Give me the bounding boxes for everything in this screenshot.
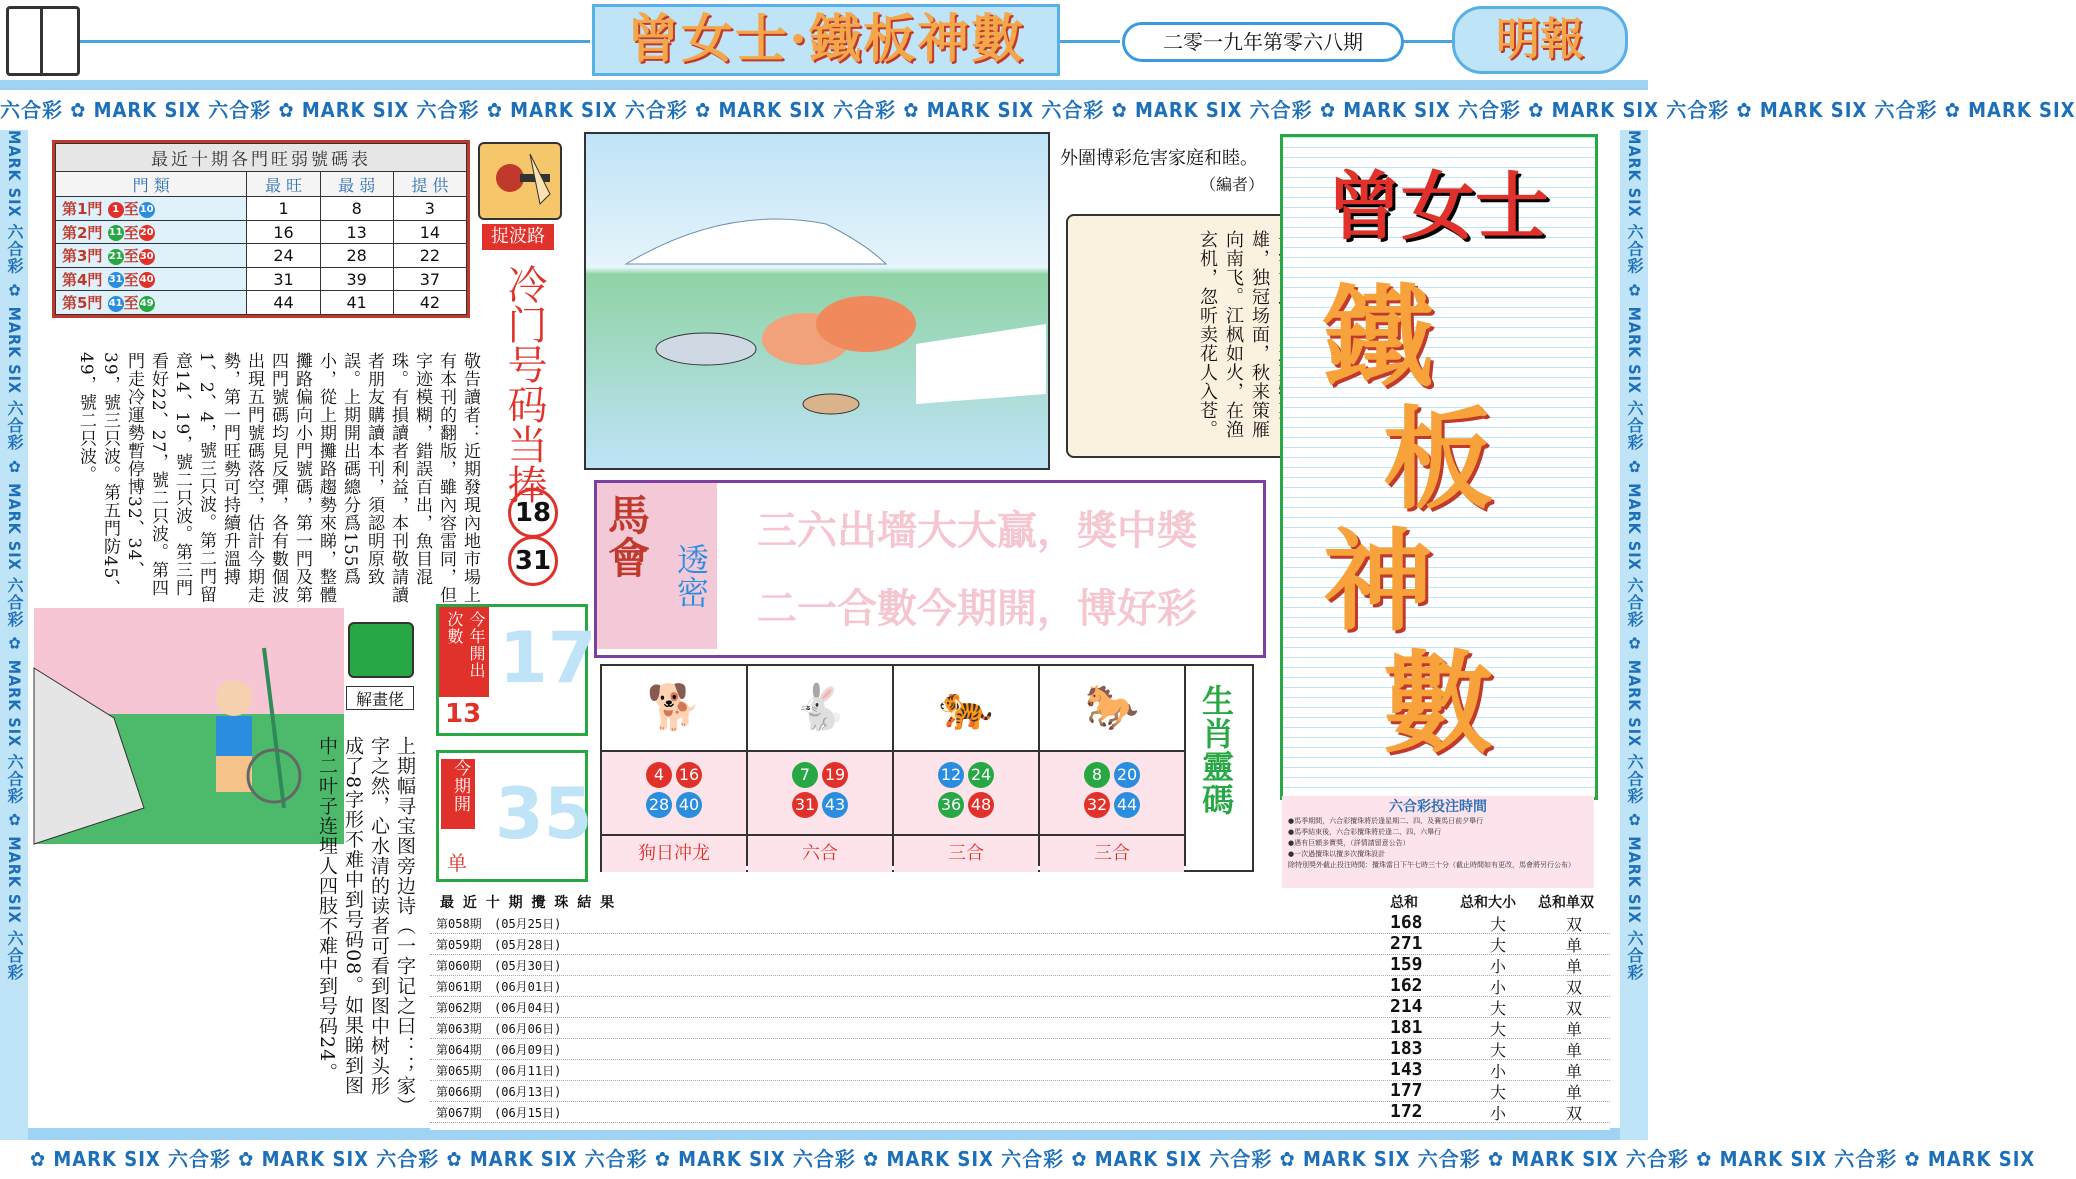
header xyxy=(0,0,1648,80)
gate-table-header: 最 弱 xyxy=(320,171,393,197)
result-sum: 162 xyxy=(1390,975,1423,996)
horse-slogan-1: 三六出墻大大贏，獎中獎 xyxy=(757,508,1197,554)
border-band-left-text: MARK SIX 六合彩 ✿ MARK SIX 六合彩 ✿ MARK SIX 六合彩 ✿ MARK SIX 六合彩 ✿ MARK SIX 六合彩 xyxy=(5,130,24,981)
result-date: (06月01日) xyxy=(494,980,562,994)
zodiac-ball: 31 xyxy=(792,792,818,818)
zodiac-ball: 8 xyxy=(1084,762,1110,788)
result-issue: 第067期 xyxy=(436,1106,482,1120)
decode-explanation: 上期幅寻宝图旁边诗（一字记之曰：；家）字之然，心水清的读者可看到图中树头形成了8字形不难中到号码08。如果睇到图中二叶子连埋人四肢不难中到号码24。 xyxy=(316,736,416,1107)
result-bigsmall: 小 xyxy=(1490,957,1507,976)
result-oddeven: 单 xyxy=(1566,957,1583,976)
scroll-caption: 外圍博彩危害家庭和睦。 xyxy=(1060,148,1258,169)
scroll-poem: 雄，独冠场面，秋来策雁向南飞。江枫如火，在渔玄机，忽听卖花人入苍。 xyxy=(1197,230,1270,439)
gate-name: 第5門 xyxy=(62,294,103,313)
result-sum: 172 xyxy=(1390,1101,1423,1122)
year-times-value: 17 xyxy=(499,617,597,699)
gate-max: 44 xyxy=(247,291,320,315)
gate-label xyxy=(56,291,247,315)
result-oddeven: 单 xyxy=(1566,1041,1583,1060)
result-oddeven: 单 xyxy=(1566,1020,1583,1039)
cold-number: 31 xyxy=(508,536,558,586)
gate-to-ball: 40 xyxy=(139,272,155,288)
gate-from-ball: 11 xyxy=(108,225,124,241)
result-sum: 143 xyxy=(1390,1059,1423,1080)
rabbit-icon: 🐇 xyxy=(748,666,892,752)
result-row xyxy=(430,933,1610,955)
zodiac-ball: 48 xyxy=(968,792,994,818)
result-oddeven: 双 xyxy=(1566,978,1583,997)
result-bigsmall: 小 xyxy=(1490,1104,1507,1123)
gate-to-word: 至 xyxy=(123,294,139,313)
result-issue: 第062期 xyxy=(436,1001,482,1015)
zodiac-column xyxy=(1040,666,1186,866)
zodiac-group-label: 狗日冲龙 xyxy=(602,834,746,872)
gate-from-ball: 21 xyxy=(108,249,124,265)
border-band-left xyxy=(0,130,28,1140)
result-row xyxy=(430,1080,1610,1102)
betting-notice-line: 除特別獎外截止投注時間：攪珠當日下午七時三十分（截止時間如有更改，馬會將另行公布） xyxy=(1288,861,1575,869)
result-date: (05月30日) xyxy=(494,959,562,973)
gate-min: 8 xyxy=(320,197,393,221)
result-sum: 214 xyxy=(1390,996,1423,1017)
gate-max: 24 xyxy=(247,244,320,268)
book-icon xyxy=(6,6,80,76)
result-sum: 271 xyxy=(1390,933,1423,954)
result-issue: 第065期 xyxy=(436,1064,482,1078)
year-times-box xyxy=(436,604,597,736)
draw-results xyxy=(430,890,1610,1130)
this-issue-value: 35 xyxy=(495,773,593,855)
cold-number: 18 xyxy=(508,488,558,538)
gate-from-ball: 41 xyxy=(108,296,124,312)
result-date: (06月15日) xyxy=(494,1106,562,1120)
zodiac-ball: 28 xyxy=(646,792,672,818)
big-title-char: 鐵 xyxy=(1323,274,1433,402)
gate-label xyxy=(56,267,247,291)
result-oddeven: 双 xyxy=(1566,915,1583,934)
horse-club-banner xyxy=(594,480,1266,658)
result-issue: 第066期 xyxy=(436,1085,482,1099)
zodiac-ball: 24 xyxy=(968,762,994,788)
result-date: (06月06日) xyxy=(494,1022,562,1036)
result-bigsmall: 大 xyxy=(1490,1083,1507,1102)
header-rule-right xyxy=(1400,40,1452,43)
issue-number: 二零一九年第零六八期 xyxy=(1122,22,1404,62)
this-issue-label: 今期開 xyxy=(441,759,475,829)
gate-name: 第2門 xyxy=(62,223,103,242)
zodiac-ball: 32 xyxy=(1084,792,1110,818)
result-row xyxy=(430,1038,1610,1060)
result-sum: 159 xyxy=(1390,954,1423,975)
zodiac-ball-group xyxy=(748,752,892,834)
horse-icon: 🐎 xyxy=(1040,666,1184,752)
zodiac-ball-group xyxy=(894,752,1038,834)
result-bigsmall: 大 xyxy=(1490,936,1507,955)
gate-from-ball: 1 xyxy=(108,202,124,218)
big-title-panel xyxy=(1280,134,1598,800)
zodiac-ball: 44 xyxy=(1114,792,1140,818)
gate-to-ball: 10 xyxy=(139,202,155,218)
gate-table xyxy=(52,140,470,318)
gate-name: 第1門 xyxy=(62,200,103,219)
gate-to-ball: 20 xyxy=(139,225,155,241)
zodiac-group-label: 三合 xyxy=(894,834,1038,872)
gate-table-row xyxy=(56,267,467,291)
big-title-name: 曾女士 xyxy=(1327,164,1549,250)
gate-table-row xyxy=(56,244,467,268)
result-sum: 183 xyxy=(1390,1038,1423,1059)
result-bigsmall: 小 xyxy=(1490,978,1507,997)
zodiac-ball: 12 xyxy=(938,762,964,788)
result-issue: 第059期 xyxy=(436,938,482,952)
results-col-total: 总和 xyxy=(1390,895,1418,911)
zodiac-ball-group xyxy=(602,752,746,834)
result-bigsmall: 大 xyxy=(1490,915,1507,934)
border-band-top-text: 六合彩 ✿ MARK SIX 六合彩 ✿ MARK SIX 六合彩 ✿ MARK SIX 六合彩 ✿ MARK SIX 六合彩 ✿ MARK SIX 六合彩 ✿ MARK SIX 六合彩 ✿ MARK SIX 六合彩 ✿ MARK SIX 六合彩 ✿ MARK SIX 六合彩 ✿ MARK SIX xyxy=(0,98,2076,122)
decode-label: 解畫佬 xyxy=(346,686,414,710)
result-date: (06月11日) xyxy=(494,1064,562,1078)
year-times-count: 13 xyxy=(445,699,482,729)
betting-notice-line: ●馬季期間，六合彩攪珠將於逢星期二、四、及賽馬日前夕舉行 xyxy=(1288,817,1484,825)
result-date: (06月04日) xyxy=(494,1001,562,1015)
big-title-char: 神 xyxy=(1323,518,1433,646)
result-row xyxy=(430,1059,1610,1081)
betting-time-notice xyxy=(1282,796,1594,888)
wave-label: 捉波路 xyxy=(482,224,554,250)
gate-to-word: 至 xyxy=(123,270,139,289)
hand-key-icon xyxy=(478,142,562,220)
gate-table-row xyxy=(56,220,467,244)
zodiac-column xyxy=(602,666,748,866)
gate-tip: 22 xyxy=(393,244,466,268)
gate-to-word: 至 xyxy=(123,247,139,266)
result-oddeven: 双 xyxy=(1566,1104,1583,1123)
gate-table-header: 最 旺 xyxy=(247,171,320,197)
border-band-bottom xyxy=(0,1140,2036,1179)
gate-max: 16 xyxy=(247,220,320,244)
result-issue: 第061期 xyxy=(436,980,482,994)
this-issue-odd-even: 单 xyxy=(447,851,467,875)
result-row xyxy=(430,996,1610,1018)
gate-to-ball: 49 xyxy=(139,296,155,312)
gate-table-row xyxy=(56,197,467,221)
gate-table-header: 提 供 xyxy=(393,171,466,197)
result-bigsmall: 小 xyxy=(1490,1062,1507,1081)
result-date: (05月25日) xyxy=(494,917,562,931)
cold-number-title: 冷门号码当捧 xyxy=(501,264,547,504)
results-col-bigsmall: 总和大小 xyxy=(1460,895,1516,911)
result-row xyxy=(430,1101,1610,1123)
page-title: 曾女士·鐵板神數 xyxy=(592,4,1060,76)
results-title: 最 近 十 期 攪 珠 結 果 xyxy=(440,895,617,911)
result-oddeven: 单 xyxy=(1566,1083,1583,1102)
this-issue-box xyxy=(436,750,593,882)
puzzle-picture-cats xyxy=(584,132,1050,470)
scroll-editor: （編者） xyxy=(1200,175,1265,194)
newspaper-logo: 明報 xyxy=(1452,6,1628,74)
zodiac-group-label: 三合 xyxy=(1040,834,1184,872)
tiger-icon: 🐅 xyxy=(894,666,1038,752)
gate-min: 39 xyxy=(320,267,393,291)
gate-table-title: 最近十期各門旺弱號碼表 xyxy=(56,144,467,172)
border-band-bottom-text: ✿ MARK SIX 六合彩 ✿ MARK SIX 六合彩 ✿ MARK SIX 六合彩 ✿ MARK SIX 六合彩 ✿ MARK SIX 六合彩 ✿ MARK SIX 六合彩 ✿ MARK SIX 六合彩 ✿ MARK SIX 六合彩 ✿ MARK SIX 六合彩 ✿ MARK SIX xyxy=(30,1147,2036,1171)
result-issue: 第064期 xyxy=(436,1043,482,1057)
border-band-right-text: MARK SIX 六合彩 ✿ MARK SIX 六合彩 ✿ MARK SIX 六合彩 ✿ MARK SIX 六合彩 ✿ MARK SIX 六合彩 xyxy=(1625,130,1644,981)
result-row xyxy=(430,954,1610,976)
result-bigsmall: 大 xyxy=(1490,1041,1507,1060)
big-title-char: 板 xyxy=(1383,396,1493,524)
gate-to-word: 至 xyxy=(123,200,139,219)
gate-min: 13 xyxy=(320,220,393,244)
result-row xyxy=(430,1017,1610,1039)
results-col-oddeven: 总和单双 xyxy=(1538,895,1594,911)
betting-notice-line: ●馬季結束後，六合彩攪珠將於逢二、四、六舉行 xyxy=(1288,828,1442,836)
zodiac-ball-group xyxy=(1040,752,1184,834)
gate-tip: 37 xyxy=(393,267,466,291)
horse-slogan-2: 二一合數今期開，博好彩 xyxy=(757,586,1197,632)
zodiac-group-label: 六合 xyxy=(748,834,892,872)
gate-min: 41 xyxy=(320,291,393,315)
header-rule-left xyxy=(80,40,590,43)
betting-notice-line: ●一次過攪珠以攪多次攪珠設計 xyxy=(1288,850,1386,858)
betting-notice-line: ●遇有巨額多寶獎，（詳情請留意公告） xyxy=(1288,839,1410,847)
zodiac-ball: 20 xyxy=(1114,762,1140,788)
gate-tip: 3 xyxy=(393,197,466,221)
decode-icon xyxy=(348,622,414,678)
result-date: (05月28日) xyxy=(494,938,562,952)
horse-club-label: 馬會 xyxy=(602,493,651,579)
result-date: (06月13日) xyxy=(494,1085,562,1099)
header-rule-mid xyxy=(1058,40,1120,43)
dog-icon: 🐕 xyxy=(602,666,746,752)
zodiac-ball: 4 xyxy=(646,762,672,788)
result-bigsmall: 大 xyxy=(1490,999,1507,1018)
result-row xyxy=(430,975,1610,997)
zodiac-ball: 19 xyxy=(822,762,848,788)
year-times-label: 今年開出次數 xyxy=(439,607,489,697)
gate-to-ball: 30 xyxy=(139,249,155,265)
gate-name: 第4門 xyxy=(62,270,103,289)
zodiac-ball: 40 xyxy=(676,792,702,818)
zodiac-side-label: 生肖靈碼 xyxy=(1197,684,1235,816)
gate-from-ball: 31 xyxy=(108,272,124,288)
zodiac-column xyxy=(748,666,894,866)
result-sum: 181 xyxy=(1390,1017,1423,1038)
result-issue: 第063期 xyxy=(436,1022,482,1036)
border-band-top xyxy=(0,90,2076,130)
result-issue: 第060期 xyxy=(436,959,482,973)
zodiac-ball: 43 xyxy=(822,792,848,818)
zodiac-ball: 7 xyxy=(792,762,818,788)
horse-secret-label: 透密 xyxy=(672,543,710,609)
gate-max: 1 xyxy=(247,197,320,221)
result-oddeven: 单 xyxy=(1566,1062,1583,1081)
result-sum: 168 xyxy=(1390,912,1423,933)
betting-notice-title: 六合彩投注時間 xyxy=(1389,799,1487,815)
gate-tip: 14 xyxy=(393,220,466,244)
gate-name: 第3門 xyxy=(62,247,103,266)
gate-tip: 42 xyxy=(393,291,466,315)
border-band-right xyxy=(1620,130,1648,1140)
result-oddeven: 单 xyxy=(1566,936,1583,955)
result-issue: 第058期 xyxy=(436,917,482,931)
gate-label xyxy=(56,197,247,221)
gate-to-word: 至 xyxy=(123,223,139,242)
result-oddeven: 双 xyxy=(1566,999,1583,1018)
zodiac-ball: 36 xyxy=(938,792,964,818)
zodiac-ball: 16 xyxy=(676,762,702,788)
result-bigsmall: 大 xyxy=(1490,1020,1507,1039)
result-sum: 177 xyxy=(1390,1080,1423,1101)
result-date: (06月09日) xyxy=(494,1043,562,1057)
gate-min: 28 xyxy=(320,244,393,268)
zodiac-column xyxy=(894,666,1040,866)
reader-notice-article: 敬告讀者：近期發現內地市場上有本刊的翻版，雖內容雷同，但字迹模糊，錯誤百出，魚目混珠。有損讀者利益，本刊敬請讀者朋友購讀本刊，須認明原致誤。上期開出碼總分爲155爲小，從上期攤路趨勢來睇，整體攤路偏向小門號碼，第一門及第四門號碼均見反彈，各有數個波出現五門號碼落空，估計今期走勢，第一門旺勢可持續升溫搏1、2、4，號三只波。第二門留意14、19，號二只波。第三門看好22、27，號二只波。第四門走冷運勢暫停博32、34、39，號三只波。第五門防45、49，號二只波。 xyxy=(76,352,480,604)
big-title-char: 數 xyxy=(1383,640,1493,768)
gate-label xyxy=(56,220,247,244)
scroll-paper xyxy=(1066,214,1310,458)
gate-table-header: 門 類 xyxy=(56,171,247,197)
result-row xyxy=(430,912,1610,934)
zodiac-panel xyxy=(600,664,1254,872)
gate-label xyxy=(56,244,247,268)
gate-max: 31 xyxy=(247,267,320,291)
gate-table-row xyxy=(56,291,467,315)
